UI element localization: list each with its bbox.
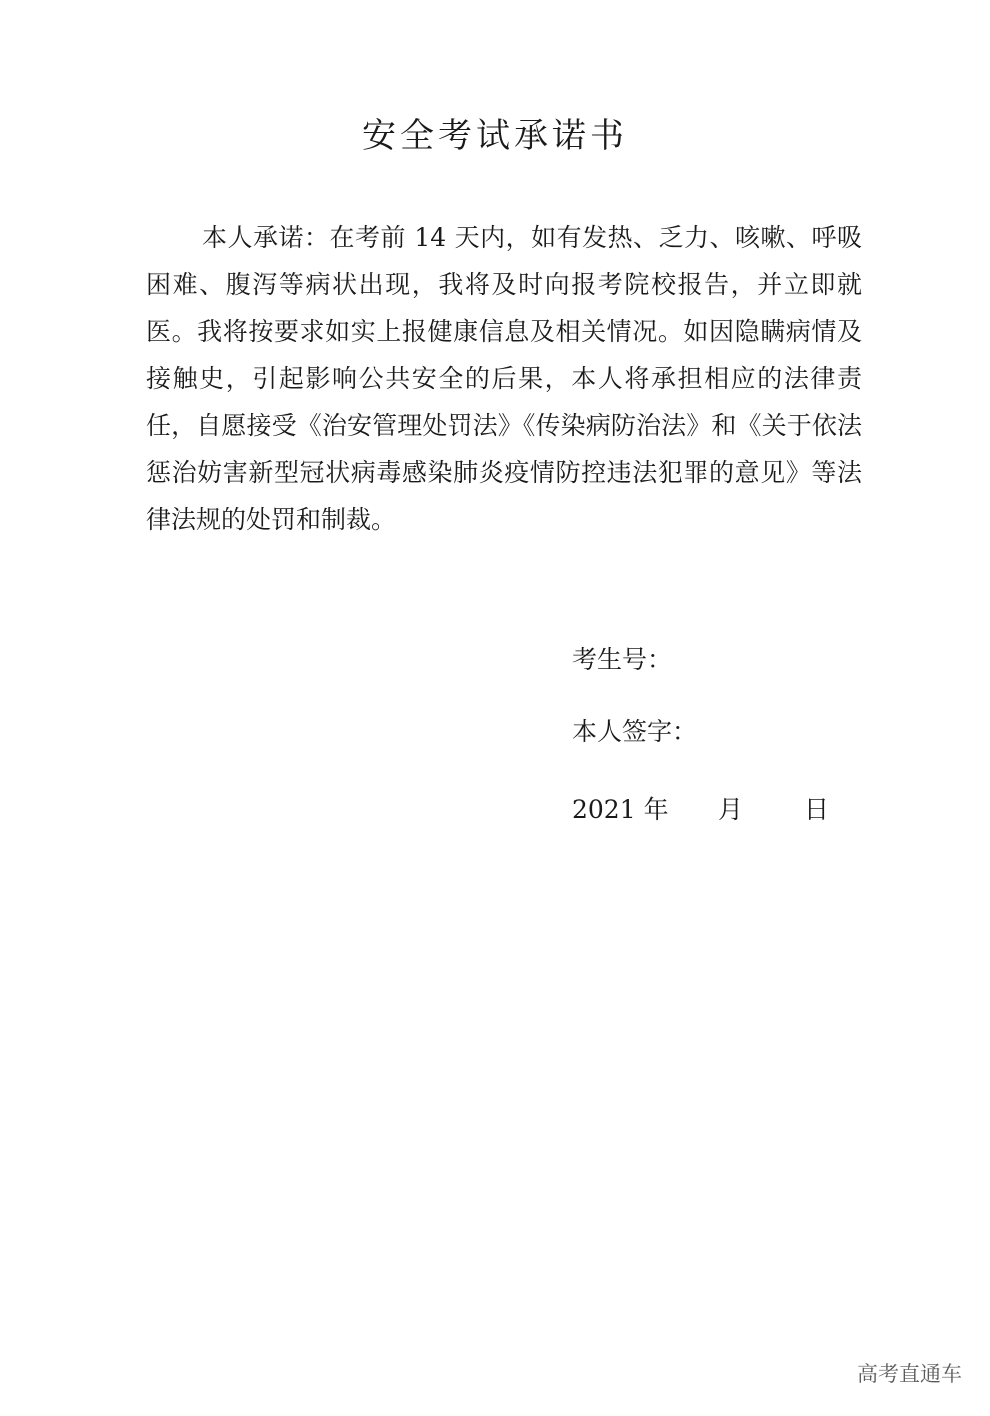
exam-number-label: 考生号：: [572, 645, 673, 674]
date-month: 月: [718, 795, 744, 824]
date-day: 日: [804, 795, 830, 824]
watermark-text: 高考直通车: [857, 1362, 962, 1386]
date-year: 2021 年: [572, 795, 669, 824]
date-line: [572, 790, 829, 830]
document-title: 安全考试承诺书: [362, 116, 628, 156]
pledge-paragraph: 本人承诺：在考前 14 天内，如有发热、乏力、咳嗽、呼吸困难、腹泻等病状出现，我将及时向报考院校报告，并立即就医。我将按要求如实上报健康信息及相关情况。如因隐瞒病情及接触史，引起影响公共安全的后果，本人将承担相应的法律责任，自愿接受《治安管理处罚法》《传染病防治法》和《关于依法惩治妨害新型冠状病毒感染肺炎疫情防控违法犯罪的意见》等法律法规的处罚和制裁。: [146, 223, 862, 534]
signature-label: 本人签字：: [572, 717, 698, 746]
